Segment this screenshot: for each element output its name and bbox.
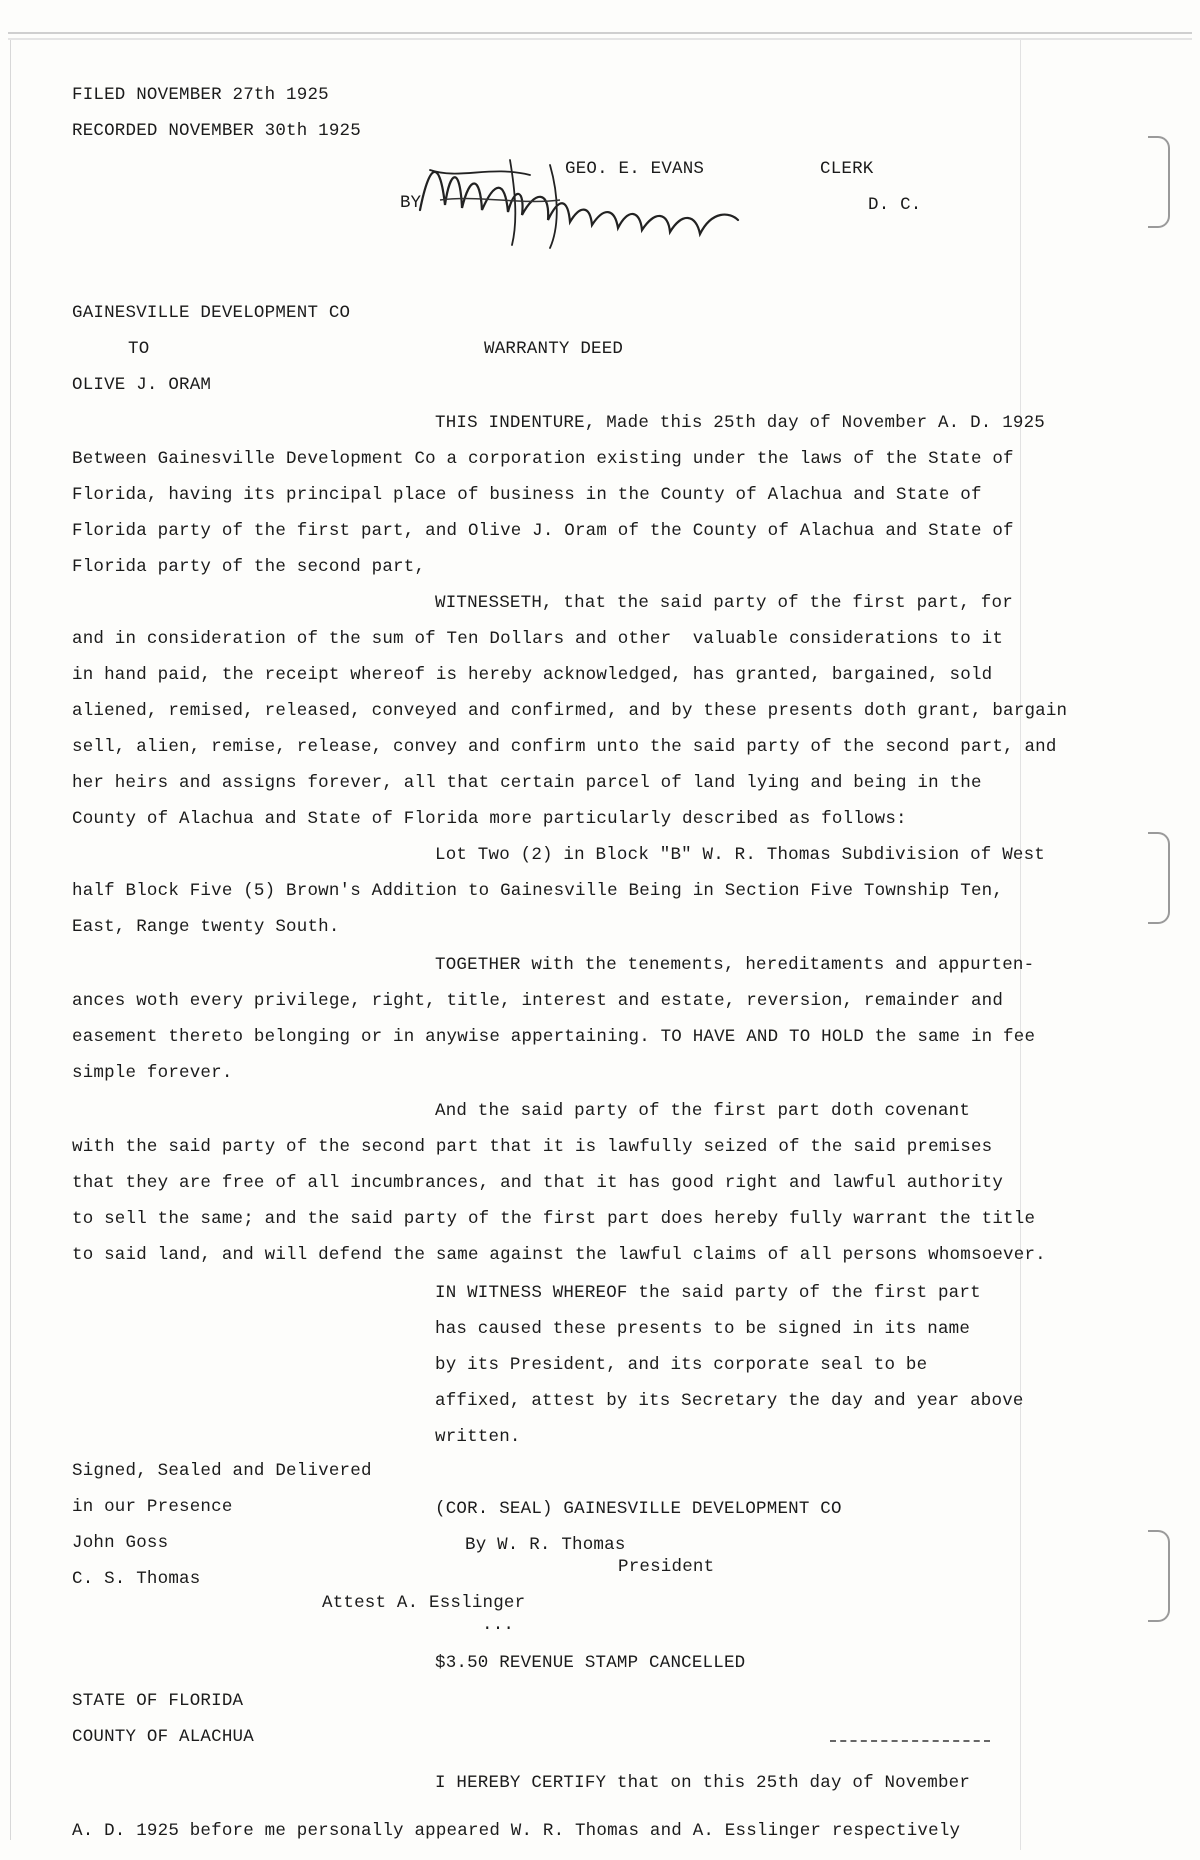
binder-hole-bottom xyxy=(1148,1530,1170,1622)
county-heading: COUNTY OF ALACHUA xyxy=(72,1727,254,1747)
body-line: ances woth every privilege, right, title, interest and estate, reversion, remainder and xyxy=(72,991,1004,1011)
body-line: half Block Five (5) Brown's Addition to Gainesville Being in Section Five Township Ten, xyxy=(72,881,1004,901)
deputy-clerk-signature xyxy=(400,150,760,250)
top-border-line-secondary xyxy=(8,38,1192,40)
body-line: written. xyxy=(435,1427,521,1447)
president-title: President xyxy=(618,1557,715,1577)
body-line: that they are free of all incumbrances, and that it has good right and lawful authority xyxy=(72,1173,1004,1193)
body-line: with the said party of the second part that it is lawfully seized of the said premises xyxy=(72,1137,993,1157)
body-line: IN WITNESS WHEREOF the said party of the first part xyxy=(435,1283,981,1303)
body-line: to said land, and will defend the same against the lawful claims of all persons whomsoever. xyxy=(72,1245,1046,1265)
witness-name: John Goss xyxy=(72,1533,169,1553)
filed-date: FILED NOVEMBER 27th 1925 xyxy=(72,85,329,105)
grantor-name: GAINESVILLE DEVELOPMENT CO xyxy=(72,303,351,323)
body-line: Florida party of the second part, xyxy=(72,557,426,577)
by-label: BY xyxy=(400,193,422,213)
signed-sealed-delivered: Signed, Sealed and Delivered xyxy=(72,1461,372,1481)
body-line: aliened, remised, released, conveyed and confirmed, and by these presents doth grant, bargain xyxy=(72,701,1068,721)
left-margin-line xyxy=(10,40,11,1840)
body-line: Between Gainesville Development Co a corporation existing under the laws of the State of xyxy=(72,449,1014,469)
recorded-date: RECORDED NOVEMBER 30th 1925 xyxy=(72,121,361,141)
deputy-clerk-title: D. C. xyxy=(868,195,922,215)
grantee-name: OLIVE J. ORAM xyxy=(72,375,212,395)
ellipsis: ... xyxy=(482,1615,515,1635)
body-line: by its President, and its corporate seal to be xyxy=(435,1355,928,1375)
body-line: Florida party of the first part, and Olive J. Oram of the County of Alachua and State of xyxy=(72,521,1014,541)
body-line: in hand paid, the receipt whereof is hereby acknowledged, has granted, bargained, sold xyxy=(72,665,993,685)
body-line: East, Range twenty South. xyxy=(72,917,340,937)
body-line: sell, alien, remise, release, convey and confirm unto the said party of the second part, and xyxy=(72,737,1057,757)
corporate-seal-line: (COR. SEAL) GAINESVILLE DEVELOPMENT CO xyxy=(435,1499,842,1519)
dashed-divider xyxy=(830,1740,990,1743)
body-line: and in consideration of the sum of Ten Dollars and other valuable considerations to it xyxy=(72,629,1004,649)
body-line: And the said party of the first part doth covenant xyxy=(435,1101,971,1121)
body-line: to sell the same; and the said party of the first part does hereby fully warrant the title xyxy=(72,1209,1036,1229)
binder-hole-middle xyxy=(1148,832,1170,924)
body-line: TOGETHER with the tenements, hereditaments and appurten- xyxy=(435,955,1035,975)
right-margin-line xyxy=(1020,40,1021,1850)
witness-name: C. S. Thomas xyxy=(72,1569,201,1589)
deed-type: WARRANTY DEED xyxy=(484,339,624,359)
body-line: her heirs and assigns forever, all that certain parcel of land lying and being in the xyxy=(72,773,982,793)
president-signature-line: By W. R. Thomas xyxy=(465,1535,626,1555)
top-border-line xyxy=(8,32,1192,34)
attest-line: Attest A. Esslinger xyxy=(322,1593,526,1613)
body-line: has caused these presents to be signed in its name xyxy=(435,1319,971,1339)
in-our-presence: in our Presence xyxy=(72,1497,233,1517)
certify-line: A. D. 1925 before me personally appeared W. R. Thomas and A. Esslinger respectively xyxy=(72,1821,961,1841)
binder-hole-top xyxy=(1148,136,1170,228)
certify-line: I HEREBY CERTIFY that on this 25th day of November xyxy=(435,1773,971,1793)
body-line: THIS INDENTURE, Made this 25th day of November A. D. 1925 xyxy=(435,413,1045,433)
revenue-stamp-note: $3.50 REVENUE STAMP CANCELLED xyxy=(435,1653,746,1673)
body-line: affixed, attest by its Secretary the day and year above xyxy=(435,1391,1024,1411)
to-label: TO xyxy=(128,339,150,359)
state-heading: STATE OF FLORIDA xyxy=(72,1691,244,1711)
clerk-title: CLERK xyxy=(820,159,874,179)
body-line: Lot Two (2) in Block "B" W. R. Thomas Subdivision of West xyxy=(435,845,1045,865)
body-line: Florida, having its principal place of business in the County of Alachua and State of xyxy=(72,485,982,505)
clerk-name: GEO. E. EVANS xyxy=(565,159,705,179)
body-line: County of Alachua and State of Florida more particularly described as follows: xyxy=(72,809,907,829)
body-line: easement thereto belonging or in anywise appertaining. TO HAVE AND TO HOLD the same in fee xyxy=(72,1027,1036,1047)
body-line: WITNESSETH, that the said party of the first part, for xyxy=(435,593,1013,613)
body-line: simple forever. xyxy=(72,1063,233,1083)
